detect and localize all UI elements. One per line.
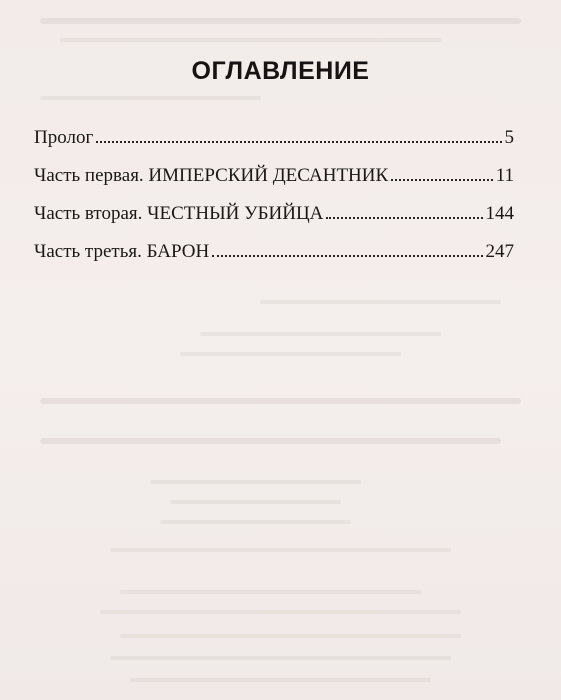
toc-entry[interactable] xyxy=(34,165,514,203)
dot-leader xyxy=(326,217,482,219)
show-through-mark xyxy=(200,332,441,336)
show-through-mark xyxy=(150,480,361,484)
show-through-mark xyxy=(120,634,461,638)
show-through-mark xyxy=(110,656,451,660)
toc-entry[interactable] xyxy=(34,241,514,279)
show-through-mark xyxy=(130,678,431,682)
toc-entry-page: 144 xyxy=(485,203,514,224)
page-title: ОГЛАВЛЕНИЕ xyxy=(191,57,370,85)
show-through-mark xyxy=(40,398,521,404)
toc-entry-page: 11 xyxy=(495,165,514,186)
show-through-mark xyxy=(60,38,441,42)
show-through-mark xyxy=(170,500,341,504)
toc-entry-label: Пролог xyxy=(34,127,94,148)
show-through-mark xyxy=(40,96,261,100)
dot-leader xyxy=(96,141,501,143)
table-of-contents xyxy=(34,127,514,279)
toc-entry-label: Часть первая. ИМПЕРСКИЙ ДЕСАНТНИК xyxy=(34,165,389,186)
toc-entry-page: 247 xyxy=(485,241,514,262)
toc-entry-page: 5 xyxy=(504,127,514,148)
show-through-mark xyxy=(120,590,421,594)
show-through-mark xyxy=(110,548,451,552)
toc-entry-label: Часть вторая. ЧЕСТНЫЙ УБИЙЦА xyxy=(34,203,324,224)
toc-entry-label: Часть третья. БАРОН xyxy=(34,241,210,262)
show-through-mark xyxy=(40,438,501,444)
show-through-mark xyxy=(100,610,461,614)
show-through-mark xyxy=(180,352,401,356)
show-through-mark xyxy=(260,300,501,304)
show-through-mark xyxy=(40,18,521,24)
toc-entry[interactable] xyxy=(34,203,514,241)
dot-leader xyxy=(212,255,482,257)
show-through-mark xyxy=(160,520,351,524)
dot-leader xyxy=(391,179,493,181)
toc-entry[interactable] xyxy=(34,127,514,165)
